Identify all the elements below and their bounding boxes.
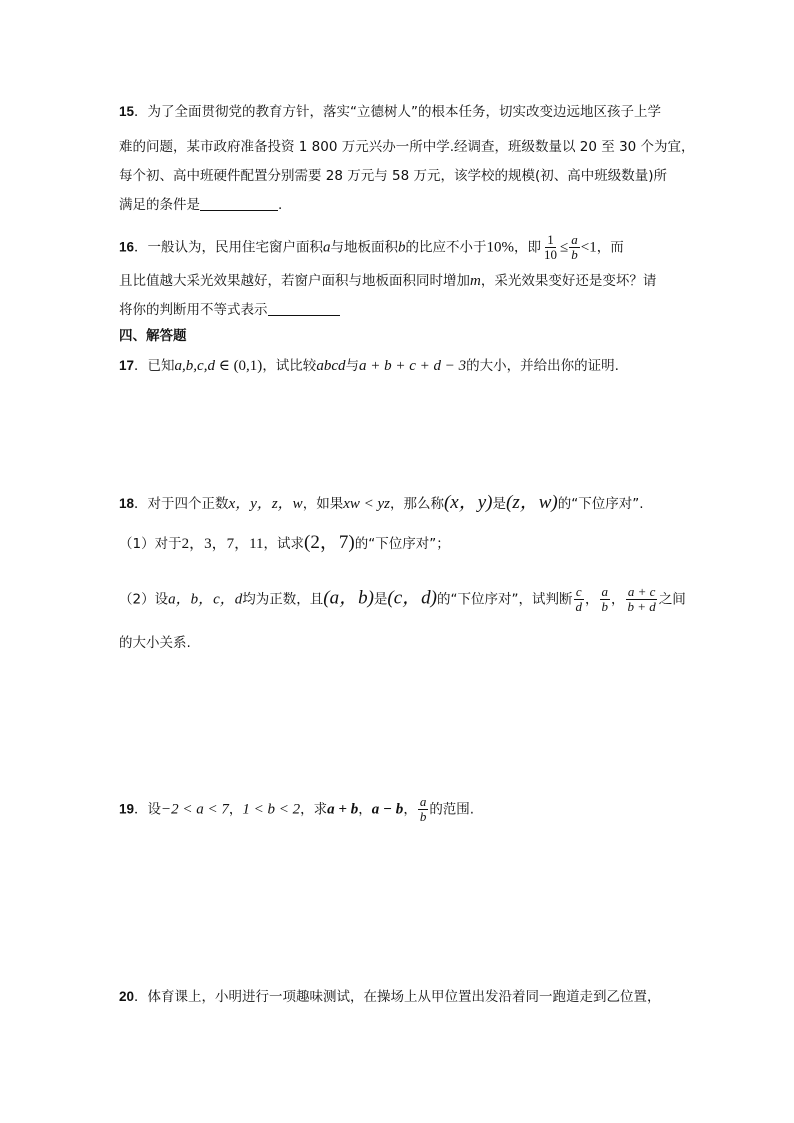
q19-line: 19．设−2 < a < 7，1 < b < 2，求a + b，a − b， $\frac{a}{b}$ 的范围. — [119, 794, 475, 824]
q15-line4: 满足的条件是 . — [119, 197, 283, 213]
q16-line2: 且比值越大采光效果越好，若窗户面积与地板面积同时增加m，采光效果变好还是变坏？请 — [119, 273, 657, 289]
q17-number: 17 — [119, 358, 135, 373]
section-heading: 四、解答题 — [119, 328, 187, 344]
q18-fraction-sum: $\frac{a + c}{b + d}$ — [627, 584, 656, 614]
q18-part2-line1: （2）设a，b，c，d均为正数，且(a，b)是(c，d)的“下位序对”，试判断 $\frac{c}{d}$ ， $\frac{a}{b}$ ， $\frac{a + c}{b + d}$ 之间 — [119, 584, 686, 614]
q17-line: 17．已知a,b,c,d ∈ (0,1)，试比较abcd与a + b + c + d − 3的大小，并给出你的证明. — [119, 358, 619, 374]
q18-part2-line2: 的大小关系. — [119, 635, 191, 651]
q16-fraction-a-b: $\frac{a}{b}$ — [571, 232, 578, 262]
q18-part1: （1）对于2，3，7，11，试求(2，7)的“下位序对”； — [119, 532, 450, 553]
q16-line1: 16．一般认为，民用住宅窗户面积a与地板面积b的比应不小于10%，即 $\frac{1}{10}$ ≤ $\frac{a}{b}$ <1，而 — [119, 232, 624, 262]
q16-fraction-1-10: $\frac{1}{10}$ — [544, 232, 558, 262]
q15-line3: 每个初、高中班硬件配置分别需要 28 万元与 58 万元，该学校的规模(初、高中班级数量)所 — [119, 168, 668, 184]
q18-line1: 18．对于四个正数x，y，z，w，如果xw < yz，那么称(x，y)是(z，w)的“下位序对”. — [119, 492, 644, 513]
q20-line: 20．体育课上，小明进行一项趣味测试，在操场上从甲位置出发沿着同一跑道走到乙位置， — [119, 989, 661, 1005]
q18-fraction-a-b: $\frac{a}{b}$ — [601, 584, 609, 614]
q20-number: 20 — [119, 989, 135, 1004]
q19-number: 19 — [119, 801, 135, 817]
q16-number: 16 — [119, 239, 135, 255]
q15-answer-blank[interactable] — [200, 196, 278, 211]
q15-number: 15 — [119, 104, 135, 119]
q15-line2: 难的问题，某市政府准备投资 1 800 万元兴办一所中学.经调查，班级数量以 20 至 30 个为宜， — [119, 139, 695, 155]
q16-answer-blank[interactable] — [268, 301, 340, 316]
q18-fraction-c-d: $\frac{c}{d}$ — [575, 584, 583, 614]
q16-line3: 将你的判断用不等式表示 — [119, 301, 340, 319]
q18-number: 18 — [119, 496, 135, 511]
q19-fraction-a-b: $\frac{a}{b}$ — [419, 794, 427, 824]
q15-line1: 15．为了全面贯彻党的教育方针，落实“立德树人”的根本任务，切实改变边远地区孩子上学 — [119, 104, 662, 120]
